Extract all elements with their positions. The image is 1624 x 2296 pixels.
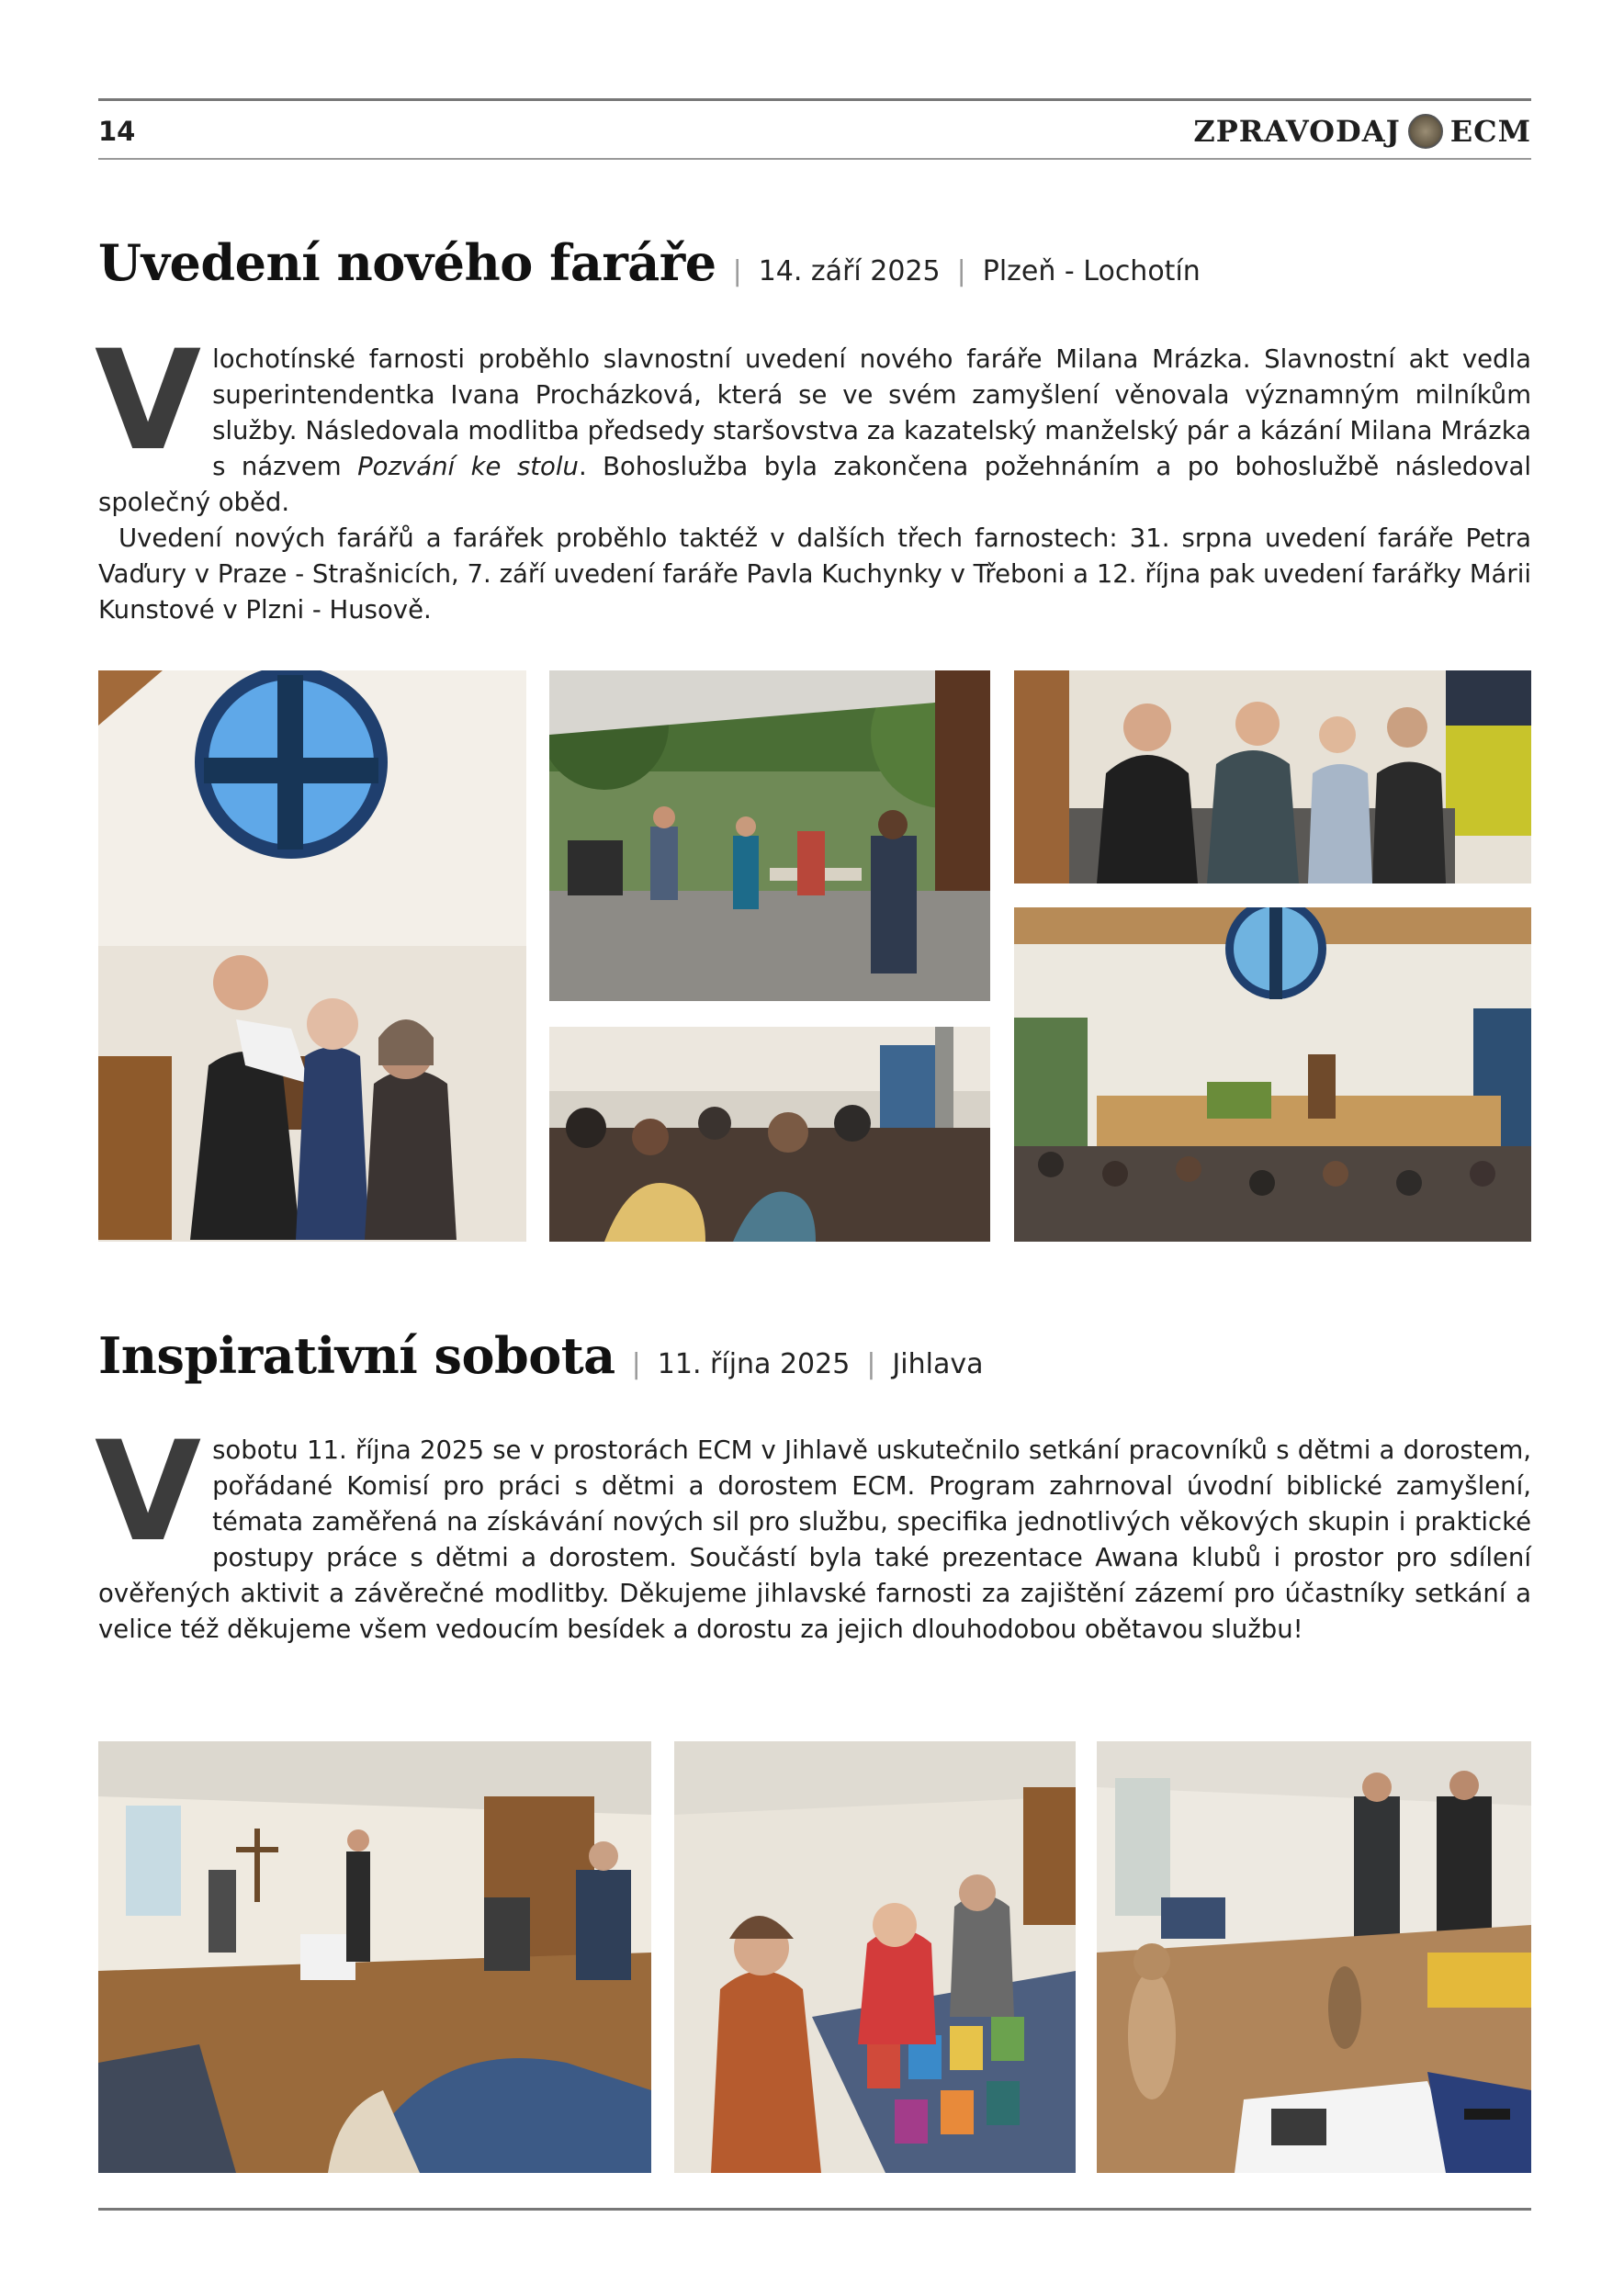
article-1-place: Plzeň - Lochotín: [982, 255, 1201, 287]
article-2-heading: [98, 1326, 983, 1385]
article-2-place: Jihlava: [892, 1348, 984, 1380]
article-2-paragraph-1: Vsobotu 11. října 2025 se v prostorách ECM v Jihlavě uskutečnilo setkání pracovníků s dětmi a dorostem, pořádané Komisí pro práci s dětmi a dorostem ECM. Program zahrnoval úvodní biblické zamyšlení, témata zaměřená na získávání nových sil pro službu, specifika jednotlivých věkových skupin i praktické postupy práce s dětmi a dorostem. Součástí byla také prezentace Awana klubů i prostor pro sdílení ověřených aktivit a závěrečné modlitby. Děkujeme jihlavské farnosti za zajištění zázemí pro účastníky setkání a velice též děkujeme všem vedoucím besídek a dorostu za jejich dlouhodobou obětavou službu!: [95, 1412, 1531, 1644]
article-2-body: [95, 1412, 1531, 1648]
masthead-right: ECM: [1449, 114, 1531, 149]
page-number: 14: [98, 116, 136, 147]
heading-separator: |: [732, 255, 742, 287]
photo-church-gathering: [549, 1027, 990, 1242]
photo-workshop-circle: [98, 1741, 651, 2173]
heading-separator: |: [956, 255, 966, 287]
sermon-title: Pozvání ke stolu: [357, 452, 579, 481]
photo-outdoor-lunch: [549, 670, 990, 1001]
drop-cap: V: [95, 321, 202, 481]
article-1-paragraph-1: Vlochotínské farnosti proběhlo slavnostní uvedení nového faráře Milana Mrázka. Slavnostní akt vedla superintendentka Ivana Procházková, která se ve svém zamyšlení věnovala významným milníkům služby. Následovala modlitba předsedy staršovstva za kazatelský manželský pár a kázání Milana Mrázka s názvem Pozvání ke stolu. Bohoslužba byla zakončena požehnáním a po bohoslužbě následoval společný oběd.: [95, 321, 1531, 517]
photo-pastor-blessing: [98, 670, 526, 1242]
article-1-paragraph-2: Uvedení nových farářů a farářek proběhlo taktéž v dalších třech farnostech: 31. srpna uvedení faráře Petra Vaďury v Praze - Strašnicích, 7. září uvedení faráře Pavla Kuchynky v Třeboni a 12. října pak uvedení farářky Márii Kunstové v Plzni - Husově.: [98, 523, 1531, 625]
photo-youth-on-bench: [1014, 670, 1531, 884]
article-1-body: [95, 321, 1531, 628]
masthead-left: ZPRAVODAJ: [1193, 114, 1401, 149]
article-2-title: Inspirativní sobota: [98, 1326, 615, 1385]
photo-activity-table: [1097, 1741, 1531, 2173]
seal-icon: [1408, 114, 1443, 149]
masthead: [1193, 114, 1531, 149]
heading-separator: |: [631, 1348, 641, 1380]
photo-church-interior: [1014, 907, 1531, 1242]
article-1-heading: [98, 233, 1201, 292]
heading-separator: |: [866, 1348, 876, 1380]
bottom-rule: [98, 2208, 1531, 2211]
photo-book-table: [674, 1741, 1076, 2173]
article-1-date: 14. září 2025: [758, 255, 941, 287]
top-rule: [98, 98, 1531, 101]
article-1-title: Uvedení nového faráře: [98, 233, 716, 292]
article-2-date: 11. října 2025: [657, 1348, 851, 1380]
header-rule: [98, 158, 1531, 160]
drop-cap: V: [95, 1412, 202, 1572]
